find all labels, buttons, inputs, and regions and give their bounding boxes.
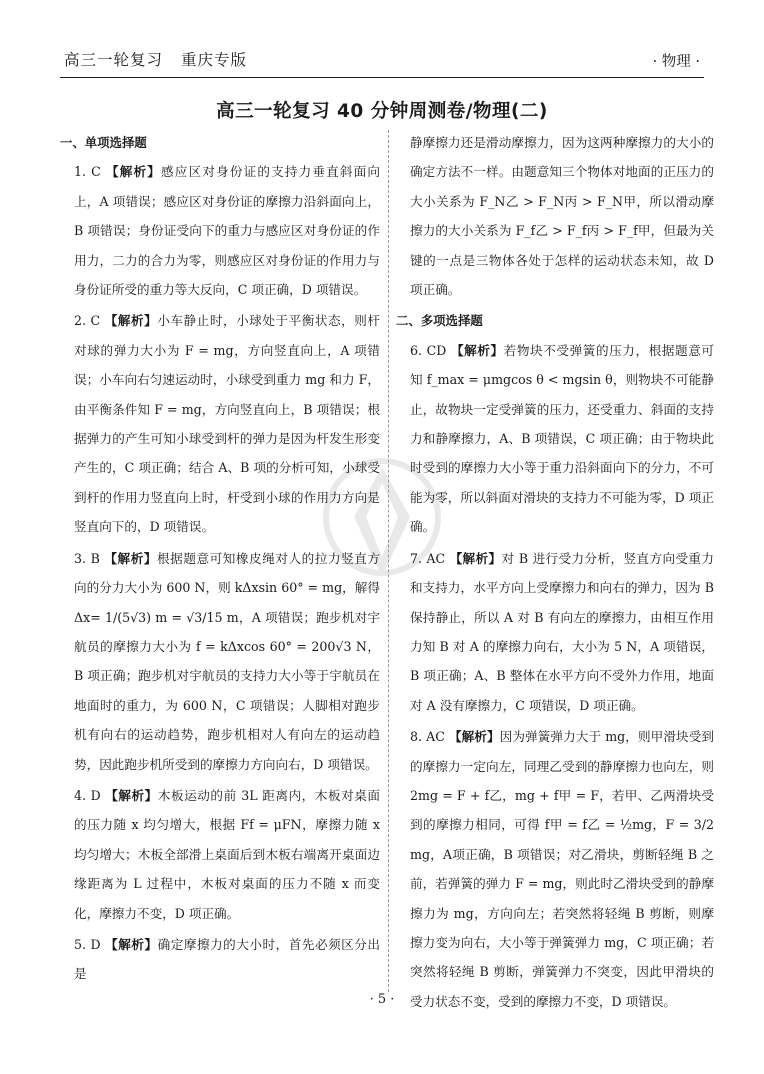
right-column <box>396 128 714 1018</box>
answer-number: 1. C <box>74 164 101 180</box>
answer-number: 3. B <box>74 550 100 566</box>
page-header <box>60 44 704 78</box>
answer-number: 5. D <box>74 936 101 952</box>
analysis-tag: 【解析】 <box>450 342 504 358</box>
answer-number: 2. C <box>74 313 101 329</box>
page-number: · 5 · <box>369 992 395 1007</box>
answer-text: 根据题意可知橡皮绳对人的拉力竖直方向的分力大小为 600 N，则 kΔxsin 60° = mg，解得 Δx <box>74 550 381 625</box>
header-left <box>64 48 265 70</box>
answer-item-5-continued: 静摩擦力还是滑动摩擦力，因为这两种摩擦力的大小的确定方法不一样。由题意知三个物体对地面的正压力的大小关系为 F_N乙 > F_N丙 > F_N甲，所以滑动摩擦力的大小关系为 F_f乙 > F_f丙 > F_f甲，但最为关键的一点是三物体各处于怎样的运动状态未知，故 D 项正确。 <box>410 135 714 298</box>
answer-formula: = 1/(5√3) m = √3/15 m，A 项错误；跑步机对宇航员的摩擦 <box>74 609 380 654</box>
page-title: 高三一轮复习 40 分钟周测卷/物理(二) <box>216 101 548 122</box>
answer-text: 确定摩擦力的大小时，首先必须区分出是 <box>74 936 381 982</box>
analysis-tag: 【解析】 <box>104 313 158 329</box>
column-divider <box>388 130 389 992</box>
answer-item-1 <box>60 157 380 304</box>
answer-item-4 <box>60 781 380 928</box>
answer-number: 7. AC <box>410 550 446 566</box>
answer-item-6 <box>396 336 714 542</box>
answer-number: 6. CD <box>410 342 447 358</box>
analysis-tag: 【解析】 <box>105 787 158 803</box>
answer-item-8 <box>396 722 714 1016</box>
answer-number: 4. D <box>74 787 101 803</box>
analysis-tag: 【解析】 <box>106 164 162 180</box>
answer-item-7 <box>396 544 714 720</box>
analysis-tag: 【解析】 <box>448 729 500 745</box>
answer-item-5 <box>60 930 380 989</box>
analysis-tag: 【解析】 <box>104 550 158 566</box>
analysis-tag: 【解析】 <box>105 936 158 952</box>
analysis-tag: 【解析】 <box>449 550 502 566</box>
answer-item-2 <box>60 306 380 541</box>
header-series: 高三一轮复习 <box>64 51 164 69</box>
left-column <box>60 128 380 991</box>
answer-text: 力大小为 f = kΔxcos 60° = 200√3 N，B 项正确；跑步机对宇航员的支持力大小等于宇航员在地面时的重力，为 600 N，C 项错误；人脚相对跑步机有向右的运动趋势，跑步机相对人有向左的运动趋势，因此跑步机所受到的摩擦力方向向右，D 项错误。 <box>74 638 381 772</box>
section-heading-single: 一、单项选择题 <box>60 135 147 150</box>
answer-text: 因为弹簧弹力大于 mg，则甲滑块受到的摩擦力一定向左，同理乙受到的静摩擦力也向左，则 2mg = F + f乙，mg + f甲 = F，若甲、乙两滑块受到 <box>410 729 714 833</box>
answer-number: 8. AC <box>410 729 445 745</box>
answer-text: 感应区对身份证的支持力垂直斜面向上，A 项错误；感应区对身份证的摩擦力沿斜面向上，B 项错误；身份证受向下的重力与感应区对身份证的作用力，二力的合力为零，则感应区对身份证的作用力与身份证所受的重力等大反向，C 项正确，D 项错误。 <box>74 164 381 298</box>
header-edition: 重庆专版 <box>181 51 248 69</box>
header-subject: · 物理 · <box>652 54 700 70</box>
section-heading-multiple: 二、多项选择题 <box>396 313 483 329</box>
answer-text: 若物块不受弹簧的压力，根据题意可知 f_max = μmgcos θ < mgsin θ，则物块不可能静止，故物块一定受弹簧的压力，还受重力、斜面的支持力和静摩擦力，A、B 项错误，C 项正确；由于物块此时受到的摩擦力大小等于重力沿斜面向下的分力，不可能为零，所以斜面对滑块的支持力不可能为零，D 项正确。 <box>410 342 714 535</box>
answer-text: 项正确，B 项错误；对乙滑块，剪断轻绳 B 之前，若弹簧的弹力 F = mg，则此时乙滑块受到的静摩擦力为 mg，方向向左；若突然将轻绳 B 剪断，则摩擦力变为向右，大小等于弹簧弹力 mg，C 项正确；若突然将轻绳 B 剪断，弹簧弹力不突变，因此甲滑块的受力状态不变，受到的摩擦力不变，D 项错误。 <box>410 846 714 1009</box>
answer-formula: 的摩擦力相同，可得 f甲 = f乙 = ½mg，F = 3/2 mg，A <box>410 817 714 862</box>
answer-text: 小车静止时，小球处于平衡状态，则杆对球的弹力大小为 F = mg，方向竖直向上，A 项错误；小车向右匀速运动时，小球受到重力 mg 和力 F，由平衡条件知 F = mg，方向竖直向上，B 项错误；根据弹力的产生可知小球受到杆的弹力是因为杆发生形变产生的，C 项正确；结合 A、B 项的分析可知，小球受到杆的作用力竖直向上时，杆受到小球的作用力方向是竖直向下的，D 项错误。 <box>74 313 380 535</box>
answer-text: 木板运动的前 3L 距离内，木板对桌面的压力随 x 均匀增大，根据 Ff = μFN，摩擦力随 x 均匀增大；木板全部滑上桌面后到木板右端离开桌面边缘距离为 L 过程中，木板对桌面的压力不随 x 而变化，摩擦力不变，D 项正确。 <box>74 787 380 921</box>
answer-text: 对 B 进行受力分析，竖直方向受重力和支持力，水平方向上受摩擦力和向右的弹力，因为 B 保持静止，所以 A 对 B 有向左的摩擦力，由相互作用力知 B 对 A 的摩擦力向右，大小为 5 N，A 项错误，B 项正确；A、B 整体在水平方向不受外力作用，地面对 A 没有摩擦力，C 项错误，D 项正确。 <box>410 550 715 713</box>
answer-item-3 <box>60 544 380 779</box>
